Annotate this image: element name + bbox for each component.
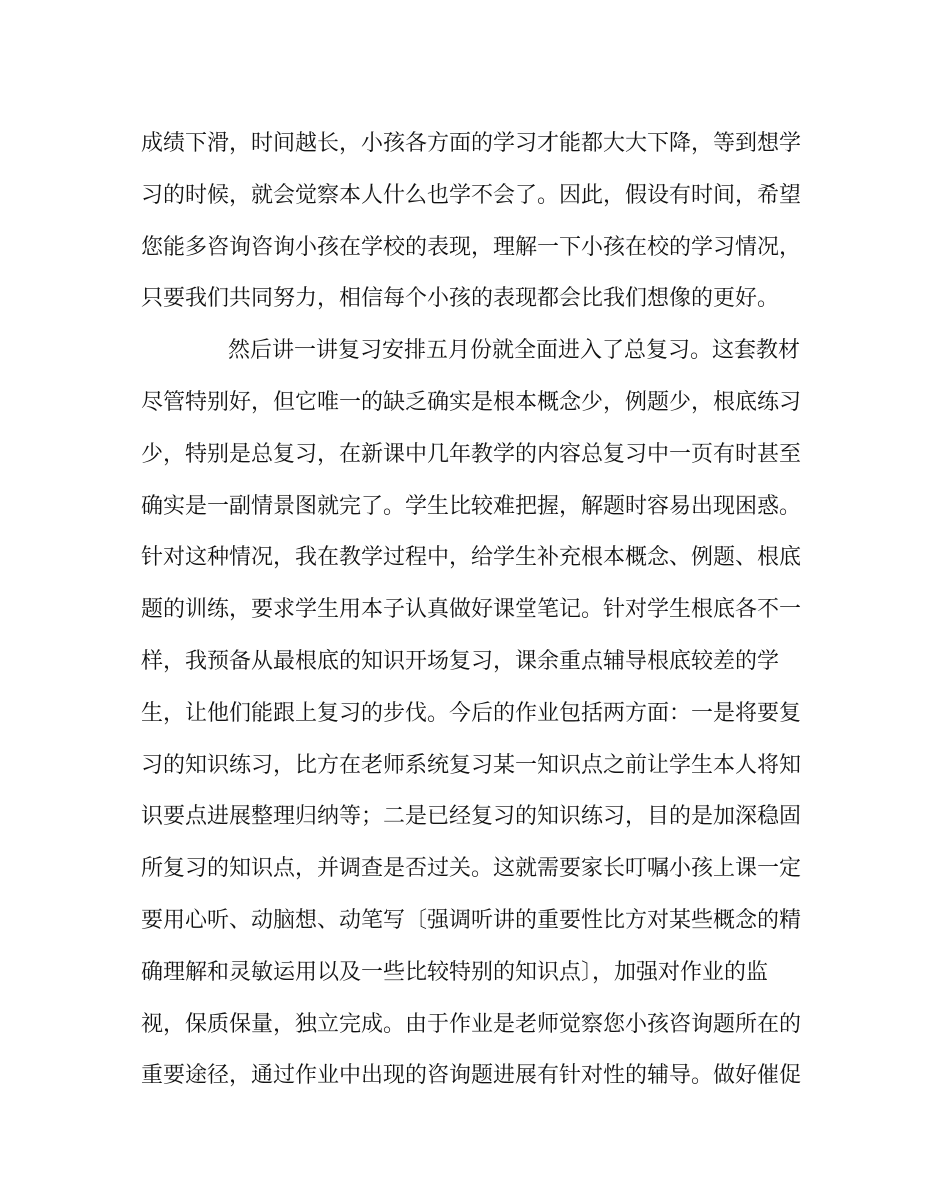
text-line: 针对这种情况，我在教学过程中，给学生补充根本概念、例题、根底 [141, 545, 801, 571]
text-line: 确理解和灵敏运用以及一些比较特别的知识点〕，加强对作业的监 [141, 959, 769, 985]
text-line: 识要点进展整理归纳等；二是已经复习的知识练习，目的是加深稳固 [141, 804, 801, 830]
text-line: 习的时候，就会觉察本人什么也学不会了。因此，假设有时间，希望 [141, 182, 801, 208]
text-line: 所复习的知识点，并调查是否过关。这就需要家长叮嘱小孩上课一定 [141, 856, 801, 882]
text-line: 习的知识练习，比方在老师系统复习某一知识点之前让学生本人将知 [141, 752, 801, 778]
text-line: 题的训练，要求学生用本子认真做好课堂笔记。针对学生根底各不一 [141, 597, 801, 623]
text-line: 确实是一副情景图就完了。学生比较难把握，解题时容易出现困惑。 [141, 493, 801, 519]
paragraph-first-line: 然后讲一讲复习安排五月份就全面进入了总复习。这套教材 [228, 338, 801, 364]
text-line: 生，让他们能跟上复习的步伐。今后的作业包括两方面：一是将要复 [141, 700, 801, 726]
text-line: 尽管特别好，但它唯一的缺乏确实是根本概念少，例题少，根底练习 [141, 389, 801, 415]
text-line: 您能多咨询咨询小孩在学校的表现，理解一下小孩在校的学习情况， [141, 234, 801, 260]
text-line: 成绩下滑，时间越长，小孩各方面的学习才能都大大下降，等到想学 [141, 131, 801, 156]
body-text [141, 118, 801, 1102]
text-line: 样，我预备从最根底的知识开场复习，课余重点辅导根底较差的学 [141, 648, 780, 674]
text-line: 重要途径，通过作业中出现的咨询题进展有针对性的辅导。做好催促 [141, 1063, 801, 1089]
text-line: 要用心听、动脑想、动笔写〔强调听讲的重要性比方对某些概念的精 [141, 907, 801, 933]
text-line: 视，保质保量，独立完成。由于作业是老师觉察您小孩咨询题所在的 [141, 1011, 801, 1037]
text-line: 只要我们共同努力，相信每个小孩的表现都会比我们想像的更好。 [141, 286, 780, 312]
text-line: 少，特别是总复习，在新课中几年教学的内容总复习中一页有时甚至 [141, 441, 801, 467]
